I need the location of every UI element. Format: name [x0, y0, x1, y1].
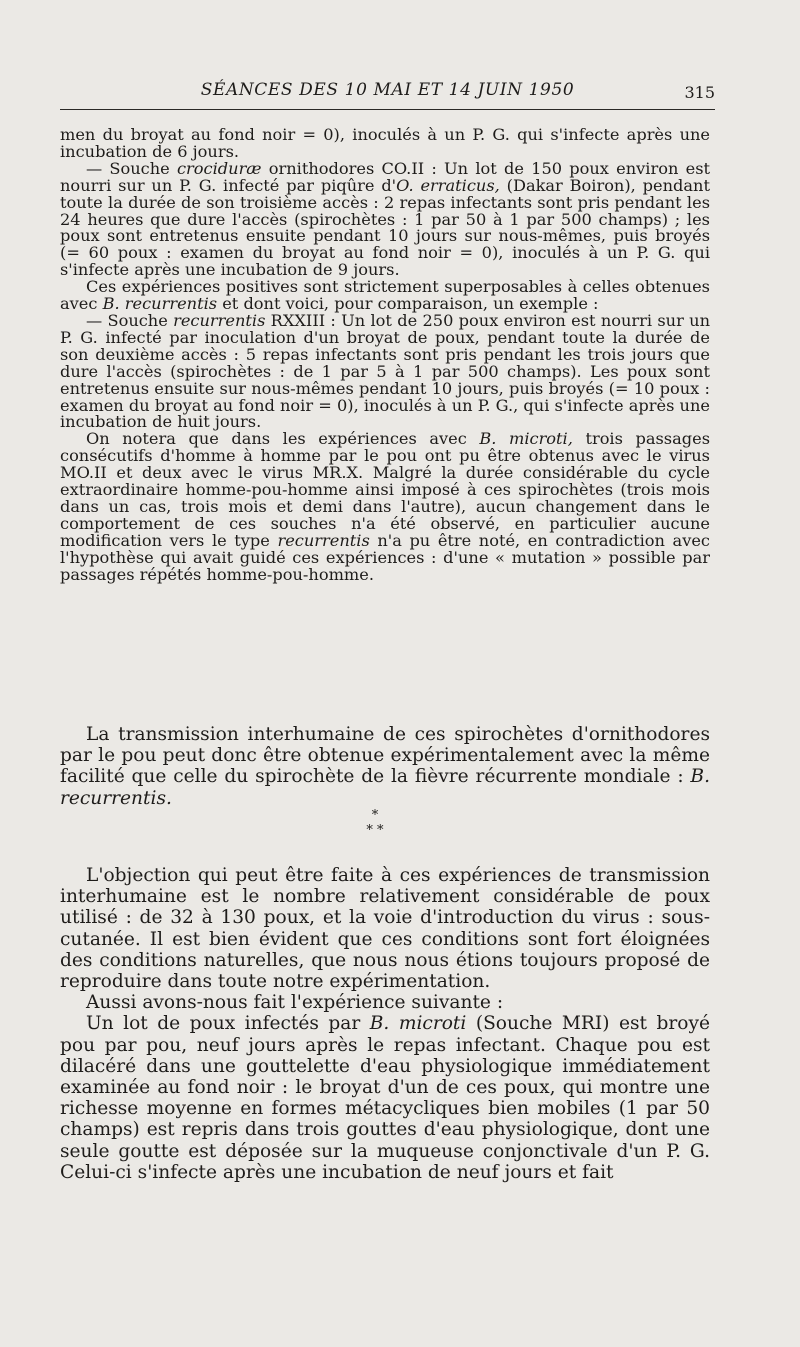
- page-number: 315: [684, 83, 715, 102]
- section-separator: [340, 808, 410, 838]
- paragraph-continuation: men du broyat au fond noir = 0), inoculés à un P. G. qui s'infecte après une incubation de 6 jours.: [60, 125, 710, 161]
- header-rule: [60, 109, 715, 110]
- paragraph-passages: On notera que dans les expériences avec B. microti, trois passages consécutifs d'homme à homme par le pou ont pu être obtenus avec le virus MO.II et deux avec le virus MR.X. Malgré la durée considérable du cycle extraordinaire homme-pou-homme ainsi imposé à ces spirochètes (trois mois dans un cas, trois mois et demi dans l'autre), aucun changement dans le comportement de ces souches n'a été observé, en particulier aucune modification vers le type recurrentis n'a pu être noté, en contradiction avec l'hypothèse qui avait guidé ces expériences : d'une « mutation » possible par passages répétés homme-pou-homme.: [60, 429, 711, 584]
- conclusion-section: [60, 724, 710, 809]
- paragraph-comparison: Ces expériences positives sont strictement superposables à celles obtenues avec B. recurrentis et dont voici, pour comparaison, un exemple :: [60, 277, 710, 314]
- page-header: [60, 80, 715, 110]
- paragraph-objection: L'objection qui peut être faite à ces expériences de transmission interhumaine est le nombre relativement considérable de poux utilisé : de 32 à 130 poux, et la voie d'introduction du virus : sous-cutanée. Il est bien évident que ces conditions sont fort éloignées des conditions naturelles, que nous nous étions toujours proposé de reproduire dans toute notre expérimentation.: [60, 865, 710, 993]
- separator-star-top: *: [371, 808, 379, 823]
- paragraph-souche-recurrentis: — Souche recurrentis RXXIII : Un lot de 250 poux environ est nourri sur un P. G. infecté par inoculation d'un broyat de poux, pendant toute la durée de son deuxième accès : 5 repas infectants sont pris pendant les trois jours que dure l'accès (spirochètes : de 1 par 5 à 1 par 500 champs). Les poux sont entretenus ensuite sur nous-mêmes pendant 10 jours, puis broyés (= 10 poux : examen du broyat au fond noir = 0), inoculés à un P. G., qui s'infecte après une incubation de huit jours.: [60, 310, 710, 432]
- running-title: SÉANCES DES 10 MAI ET 14 JUIN 1950: [200, 80, 575, 100]
- paragraph-experience-intro: Aussi avons-nous fait l'expérience suivante :: [86, 992, 504, 1014]
- objection-section: [60, 865, 710, 1183]
- small-print-section: [60, 127, 710, 583]
- paragraph-souche-crociduræ: — Souche crociduræ ornithodores CO.II : Un lot de 150 poux environ est nourri sur un P. G. infecté par piqûre d'O. erraticus, (Dakar Boiron), pendant toute la durée de son troisième accès : 2 repas infectants sont pris pendant les 24 heures que dure l'accès (spirochètes : 1 par 50 à 1 par 500 champs) ; les poux sont entretenus ensuite pendant 10 jours sur nous-mêmes, puis broyés (= 60 poux : examen du broyat au fond noir = 0), inoculés à un P. G. qui s'infecte après une incubation de 9 jours.: [60, 158, 711, 280]
- paragraph-experience: Un lot de poux infectés par B. microti (Souche MRI) est broyé pou par pou, neuf jours après le repas infectant. Chaque pou est dilacéré dans une gouttelette d'eau physiologique immédiatement examinée au fond noir : le broyat d'un de ces poux, qui montre une richesse moyenne en formes métacycliques bien mobiles (1 par 50 champs) est repris dans trois gouttes d'eau physiologique, dont une seule goutte est déposée sur la muqueuse conjonctivale d'un P. G. Celui-ci s'infecte après une incubation de neuf jours et fait: [60, 1013, 710, 1183]
- paragraph-conclusion: La transmission interhumaine de ces spirochètes d'ornithodores par le pou peut donc être obtenue expérimentalement avec la même facilité que celle du spirochète de la fièvre récurrente mondiale : B. recurrentis.: [60, 724, 710, 809]
- separator-stars-bottom: * *: [366, 823, 384, 838]
